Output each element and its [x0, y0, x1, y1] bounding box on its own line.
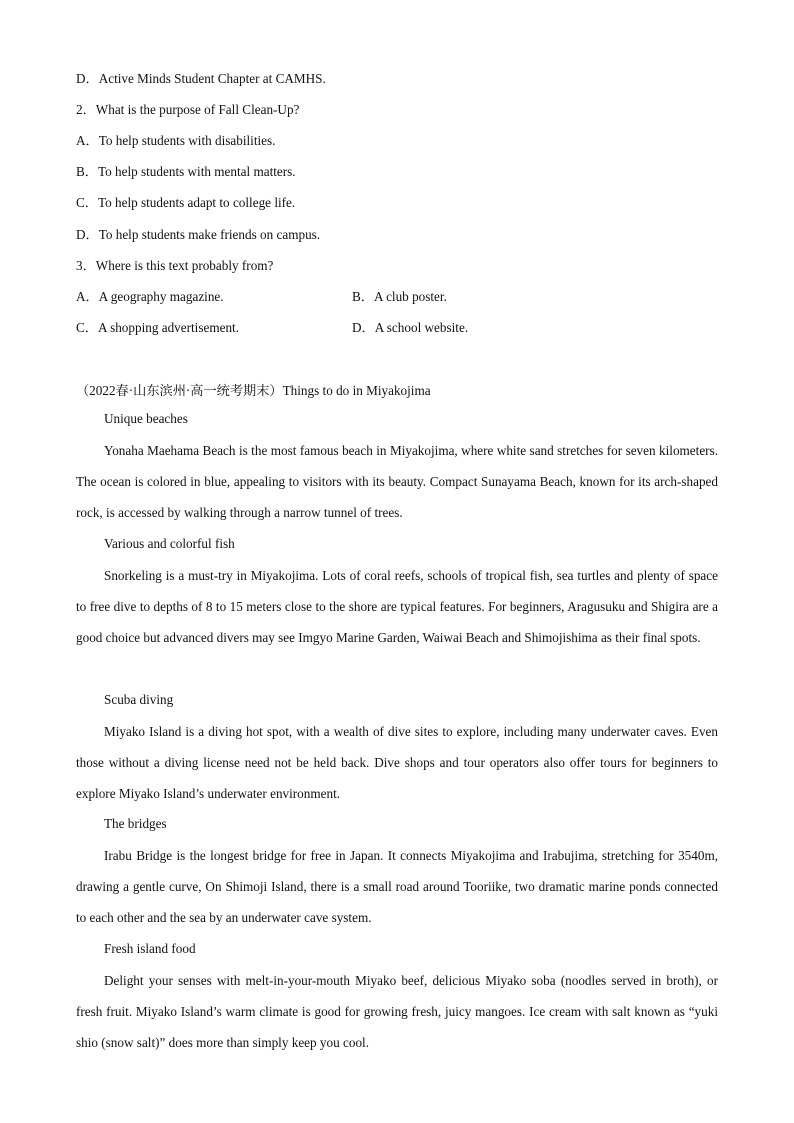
section-body: [76, 435, 718, 529]
q2-stem: 2．What is the purpose of Fall Clean-Up?: [76, 102, 300, 117]
q1-option-d: D．Active Minds Student Chapter at CAMHS.: [76, 71, 326, 86]
q2-option-d: D．To help students make friends on campus.: [76, 227, 321, 242]
paragraph: Miyako Island is a diving hot spot, with a wealth of dive sites to explore, including many underwater caves. Even those without a diving license need not be held back. Dive shops and tour operators also offer tours for beginners to explore Miyako Island’s underwater environment.: [76, 724, 718, 802]
paragraph: Delight your senses with melt-in-your-mouth Miyako beef, delicious Miyako soba (noodles served in broth), or fresh fruit. Miyako Island’s warm climate is good for growing fresh, juicy mangoes. Ice cream with salt known as “yuki shio (snow salt)” does more than simply keep you cool.: [76, 973, 718, 1051]
q3-option-d: D．A school website.: [352, 320, 469, 335]
section-heading: The bridges: [104, 816, 167, 831]
section-body: [76, 840, 718, 934]
q3-stem: 3．Where is this text probably from?: [76, 258, 274, 273]
passage-title: （2022春·山东滨州·高一统考期末）Things to do in Miyakojima: [76, 383, 431, 398]
q3-option-c: C．A shopping advertisement.: [76, 320, 239, 335]
paragraph: Yonaha Maehama Beach is the most famous beach in Miyakojima, where white sand stretches for seven kilometers. The ocean is colored in blue, appealing to visitors with its beauty. Compact Sunayama Beach, known for its arch-shaped rock, is accessed by walking through a narrow tunnel of trees.: [76, 443, 718, 521]
section-heading: Unique beaches: [104, 411, 188, 426]
section-heading: Various and colorful fish: [104, 536, 235, 551]
paragraph: Irabu Bridge is the longest bridge for free in Japan. It connects Miyakojima and Irabujima, stretching for 3540m, drawing a gentle curve, On Shimoji Island, there is a small road around Tooriike, two dramatic marine ponds connected to each other and the sea by an underwater cave system.: [76, 848, 718, 926]
section-heading: Scuba diving: [104, 692, 174, 707]
q3-option-b: B．A club poster.: [352, 289, 447, 304]
section-body: [76, 716, 718, 810]
q2-option-a: A．To help students with disabilities.: [76, 133, 276, 148]
section-body: [76, 560, 718, 654]
section-heading: Fresh island food: [104, 941, 196, 956]
q2-option-c: C．To help students adapt to college life.: [76, 195, 296, 210]
paragraph: Snorkeling is a must-try in Miyakojima. Lots of coral reefs, schools of tropical fish, sea turtles and plenty of space to free dive to depths of 8 to 15 meters close to the shore are typical features. For beginners, Aragusuku and Shigira are a good choice but advanced divers may see Imgyo Marine Garden, Waiwai Beach and Shimojishima as their final spots.: [76, 568, 718, 646]
q3-option-a: A．A geography magazine.: [76, 289, 224, 304]
section-body: [76, 965, 718, 1059]
q2-option-b: B．To help students with mental matters.: [76, 164, 296, 179]
